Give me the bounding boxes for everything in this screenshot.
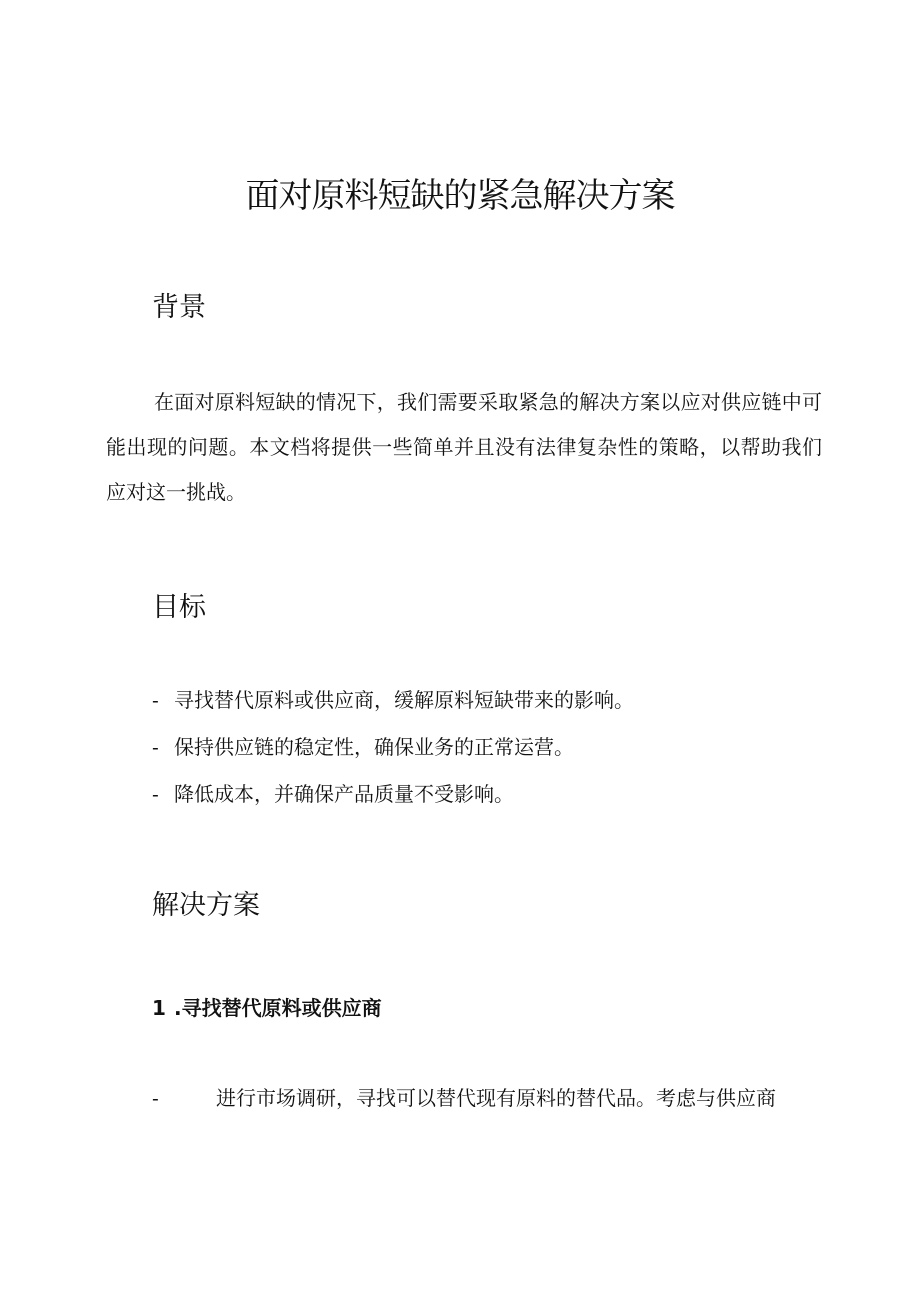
heading-background: 背景 <box>152 292 206 323</box>
list-marker: - <box>152 735 159 759</box>
list-marker: - <box>152 782 159 806</box>
list-item-text: 保持供应链的稳定性，确保业务的正常运营。 <box>174 735 574 759</box>
step-1-item <box>152 1080 822 1116</box>
step-1-heading <box>152 990 382 1026</box>
list-item-text: 寻找替代原料或供应商，缓解原料短缺带来的影响。 <box>174 688 634 712</box>
step-number: 1 <box>152 996 166 1020</box>
heading-solutions: 解决方案 <box>152 890 260 921</box>
list-item <box>152 685 634 732</box>
list-item-text: 降低成本，并确保产品质量不受影响。 <box>174 782 514 806</box>
heading-goals: 目标 <box>152 592 206 623</box>
list-marker: - <box>152 688 159 712</box>
list-item <box>152 732 634 779</box>
list-item <box>152 779 634 826</box>
page-title: 面对原料短缺的紧急解决方案 <box>245 176 675 216</box>
list-marker: - <box>152 1086 159 1110</box>
background-paragraph: 在面对原料短缺的情况下，我们需要采取紧急的解决方案以应对供应链中可能出现的问题。本文档将提供一些简单并且没有法律复杂性的策略，以帮助我们应对这一挑战。 <box>106 390 822 504</box>
goals-list <box>152 685 634 826</box>
step-item-text: 进行市场调研，寻找可以替代现有原料的替代品。考虑与供应商 <box>216 1086 776 1110</box>
step-title: .寻找替代原料或供应商 <box>174 996 382 1020</box>
